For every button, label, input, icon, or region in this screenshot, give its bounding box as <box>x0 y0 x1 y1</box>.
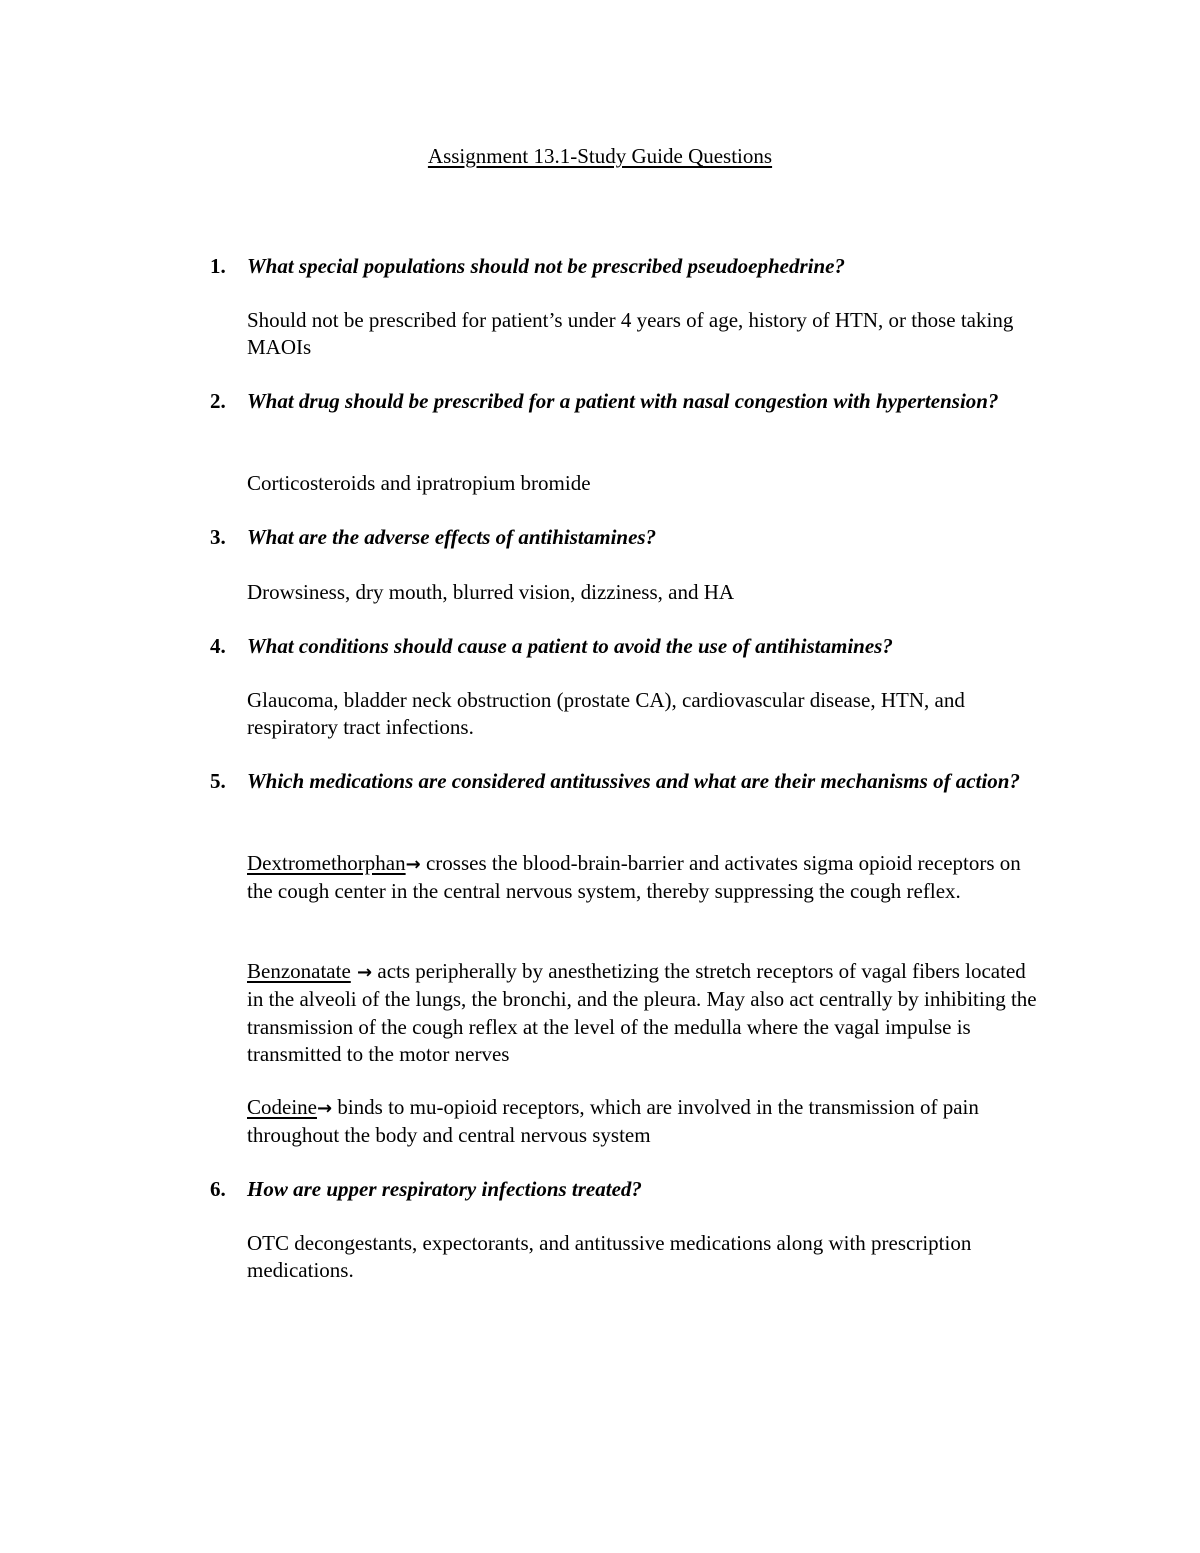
question-5 <box>210 768 1037 795</box>
question-number: 4. <box>210 634 226 658</box>
drug-mechanism: acts peripherally by anesthetizing the stretch receptors of vagal fibers located in the alveoli of the lungs, the bronchi, and the pleura. May also act centrally by inhibiting the transmission of the cough reflex at the level of the medulla where the vagal impulse is transmitted to the motor nerves <box>247 959 1037 1066</box>
right-arrow-icon: → <box>405 854 421 875</box>
question-text: What are the adverse effects of antihistamines? <box>247 525 657 549</box>
question-text: What conditions should cause a patient to avoid the use of antihistamines? <box>247 634 893 658</box>
question-text: What special populations should not be prescribed pseudoephedrine? <box>247 254 845 278</box>
drug-mechanism: binds to mu-opioid receptors, which are involved in the transmission of pain throughout the body and central nervous system <box>247 1095 979 1148</box>
drug-benzonatate <box>247 958 1037 1068</box>
question-2 <box>210 388 1037 415</box>
document-title: Assignment 13.1-Study Guide Questions <box>427 144 773 168</box>
question-1 <box>210 253 1037 280</box>
question-text: How are upper respiratory infections treated? <box>247 1177 642 1201</box>
answer-3: Drowsiness, dry mouth, blurred vision, dizziness, and HA <box>247 580 735 604</box>
answer-1: Should not be prescribed for patient’s under 4 years of age, history of HTN, or those taking MAOIs <box>247 308 1014 360</box>
question-number: 2. <box>210 389 226 413</box>
question-3 <box>210 524 1037 551</box>
question-number: 1. <box>210 254 226 278</box>
question-number: 3. <box>210 525 226 549</box>
right-arrow-icon: → <box>316 1098 333 1119</box>
question-number: 6. <box>210 1177 226 1201</box>
drug-dextromethorphan <box>247 850 1037 906</box>
question-4 <box>210 633 1037 660</box>
question-text: What drug should be prescribed for a patient with nasal congestion with hypertension? <box>247 389 999 413</box>
drug-codeine <box>247 1094 1037 1150</box>
answer-6: OTC decongestants, expectorants, and antitussive medications along with prescription medications. <box>247 1231 972 1283</box>
question-text: Which medications are considered antitussives and what are their mechanisms of action? <box>247 769 1020 793</box>
drug-name: Benzonatate <box>247 959 351 983</box>
answer-4: Glaucoma, bladder neck obstruction (prostate CA), cardiovascular disease, HTN, and respiratory tract infections. <box>247 688 965 740</box>
question-6 <box>210 1176 1037 1203</box>
question-number: 5. <box>210 769 226 793</box>
drug-name: Codeine <box>247 1095 317 1119</box>
drug-mechanism: crosses the blood-brain-barrier and activates sigma opioid receptors on the cough center in the central nervous system, thereby suppressing the cough reflex. <box>247 851 1021 904</box>
answer-2: Corticosteroids and ipratropium bromide <box>247 471 591 495</box>
right-arrow-icon: → <box>350 962 373 983</box>
drug-name: Dextromethorphan <box>247 851 406 875</box>
